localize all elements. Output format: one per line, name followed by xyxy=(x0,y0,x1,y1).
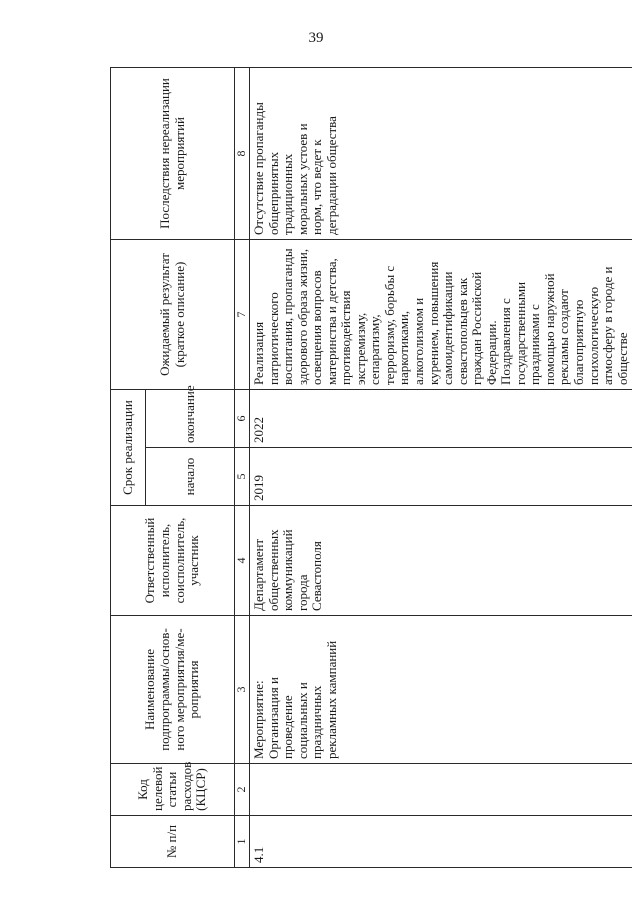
column-number-2: 2 xyxy=(235,764,250,816)
column-number-6: 6 xyxy=(235,390,250,448)
row-executor: Департамент общественных коммуникаций города Севастополя xyxy=(250,506,632,616)
column-number-3: 3 xyxy=(235,616,250,764)
column-number-4: 4 xyxy=(235,506,250,616)
column-number-7: 7 xyxy=(235,240,250,390)
header-result: Ожидаемый результат (краткое описание) xyxy=(111,240,235,390)
header-kcsr: Код целевой статьи расходов (КЦСР) xyxy=(111,764,235,816)
row-result: Реализация патриотического воспитания, пропаганды здорового образа жизни, освещения вопросов материнства и детства, противодействия экстремизму, сепаратизму, терроризму, борьбы с наркотиками, алкоголизмом и курением, повышения самоидентификации севастопольцев как граждан Российской Федерации. Поздравления с государственными праздниками с помощью наружной рекламы создают благоприятную психологическую атмосферу в городе и обществе xyxy=(250,240,632,390)
row-end: 2022 xyxy=(250,390,632,448)
page-number: 39 xyxy=(308,30,324,46)
column-number-1: 1 xyxy=(235,816,250,868)
row-name: Мероприятие: Организация и проведение социальных и праздничных рекламных кампаний xyxy=(250,616,632,764)
row-kcsr xyxy=(250,764,632,816)
column-number-8: 8 xyxy=(235,68,250,240)
row-number: 4.1 xyxy=(250,816,632,868)
row-consequences: Отсутствие пропаганды общепринятых традиционных моральных устоев и норм, что ведет к деградации общества xyxy=(250,68,632,240)
table-row xyxy=(250,68,632,868)
header-end: окончание xyxy=(146,390,235,448)
header-srok: Срок реализации xyxy=(111,390,146,506)
header-number: № п/п xyxy=(111,816,235,868)
rotated-table-container xyxy=(110,68,630,868)
row-start: 2019 xyxy=(250,448,632,506)
header-consequences: Последствия нереализации мероприятий xyxy=(111,68,235,240)
header-executor: Ответственный исполнитель, соисполнитель, участник xyxy=(111,506,235,616)
program-activities-table xyxy=(110,67,632,868)
header-name: Наименование подпрограммы/основ-ного мероприятия/ме-роприятия xyxy=(111,616,235,764)
header-start: начало xyxy=(146,448,235,506)
column-number-5: 5 xyxy=(235,448,250,506)
